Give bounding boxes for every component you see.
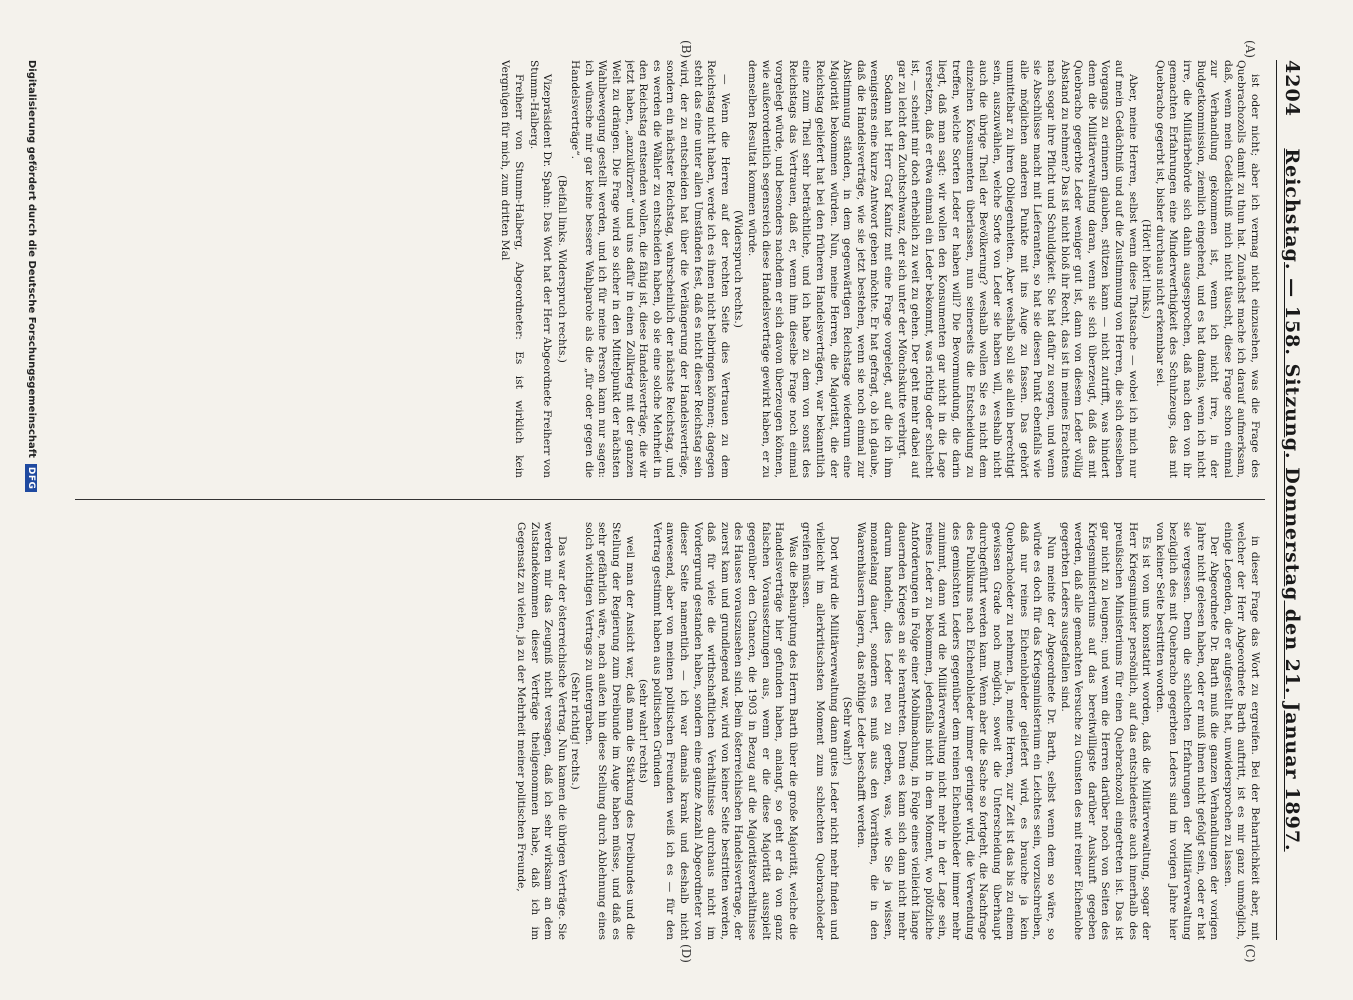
paragraph: Das war der österreichische Vertrag. Nun kamen die übrigen Verträge. Sie werden mir das Zeugniß nicht versagen, daß ich sehr wirksam an dem Zustandekommen dieser Verträge theilgenommen habe, daß ich im Gegensatz zu vielen, ja zu der Mehrheit meiner politischen Freunde, xyxy=(514,522,568,940)
interjection: (Sehr richtig! rechts.) xyxy=(569,672,582,790)
interjection: (Sehr wahr!) xyxy=(841,696,854,766)
interjection: (Beifall links. Widerspruch rechts.) xyxy=(555,175,568,363)
margin-letter-d: (D) xyxy=(679,944,693,963)
margin-letter-c: (C) xyxy=(1243,944,1257,963)
digitization-credit xyxy=(25,60,37,940)
interjection: (Hört! hört! links.) xyxy=(1140,219,1153,319)
left-text-column xyxy=(81,60,1261,478)
right-text-column xyxy=(81,522,1261,940)
page-header xyxy=(1276,60,1305,940)
speaker-paragraph: Freiherr von Stumm-Halberg, Abgeordneter: Es ist wirklich kein Vergnügen für mich, zum dritten Mal xyxy=(499,60,525,478)
page-title: Reichstag. — 158. Sitzung. Donnerstag den 21. Januar 1897. xyxy=(1281,148,1303,852)
interjection: (sehr wahr! rechts) xyxy=(637,679,650,783)
paragraph: — Wenn die Herren auf der rechten Seite dies Vertrauen zu dem Reichstag nicht haben, werde ich es ihnen nicht beibringen können; dagegen steht das eine unter allen Umständen fest, daß es nicht dieser Reichstag sein wird, der zu entscheiden hat über die Verlängerung der Handelsverträge, sondern ein nächster Reichstag, wahrscheinlich der nächste Reichstag, und es werden die Wähler zu entscheiden haben, ob sie eine solche Mehrheit in den Reichstag entsenden wollen, die fähig ist, diese Handelsverträge, die wir jetzt haben, „anzukürzen“ und uns dafür in einen Zollkrieg mit der ganzen Welt zu drängen. Die Frage wird so sicher in den Mittelpunkt der nächsten Wahlbewegung gestellt werden, und ich für meine Person kann nur sagen: ich wünsche mir gar keine bessere Wahlparole als die „für oder gegen die Handelsverträge“. xyxy=(569,60,731,478)
speaker-announcement: Vizepräsident Dr. Spahn: Das Wort hat der Herr Abgeordnete Freiherr von Stumm-Halberg. xyxy=(527,60,554,478)
paragraph: Dort wird die Militärverwaltung dann gutes Leder nicht mehr finden und vielleicht im allerkritischsten Moment zum schlechten Quebracholeder greifen müssen. xyxy=(800,522,840,940)
page-number: 4204 xyxy=(1281,60,1303,117)
credit-text: Digitalisierung gefördert durch die Deutsche Forschungsgemeinschaft xyxy=(26,60,37,458)
paragraph: weil man der Ansicht war, daß man die Stärkung des Dreibundes und die Stellung der Regierung zum Dreibunde im Auge haben müsse, und daß es sehr gefährlich wäre, nach außen hin diese Stellung durch Ablehnung eines solch wichtigen Vertrags zu untergraben. xyxy=(582,522,636,940)
paragraph: Es ist von uns konstatirt worden, daß die Militärverwaltung, sogar der Herr Kriegsminister persönlich, auf das entschiedenste auch innerhalb des preußischen Ministeriums für einen Quebrachozoll eingetreten ist. Das ist gar nicht zu leugnen; und wenn die Herren darüber noch von Seiten des Kriegsministeriums auf das bereitwilligste darüber Auskunft gegeben werden, daß alle gemachten Versuche zu Gunsten des mit reiner Eichenlohe gegerbten Leders ausgefallen sind. xyxy=(1058,522,1153,940)
dfg-logo: DFG xyxy=(25,464,37,493)
column-divider xyxy=(75,499,1265,500)
margin-letter-a: (A) xyxy=(1243,40,1257,59)
paragraph: Der Abgeordnete Dr. Barth muß die ganzen Verhandlungen der vorigen Jahre nicht gelesen haben, oder er muß ihnen nicht gefolgt sein, oder er hat sie vergessen. Denn die schlechten Erfahrungen der Militärverwaltung bezüglich des mit Quebracho gegerbten Leders sind im vorigen Jahre hier von keiner Seite bestritten worden. xyxy=(1153,522,1221,940)
interjection: (Widerspruch rechts.) xyxy=(732,210,745,328)
margin-letter-b: (B) xyxy=(679,40,693,59)
paragraph: in dieser Frage das Wort zu ergreifen. Bei der Beharrlichkeit aber, mit welcher der Herr Abgeordnete Barth auftritt, ist es mir ganz unmöglich, einige Legenden, die er aufgestellt hat, unwidersprochen zu lassen. xyxy=(1221,522,1261,940)
paragraph: Was die Behauptung des Herrn Barth über die große Majorität, welche die Handelsverträge hier gefunden haben, anlangt, so geht er da von ganz falschen Voraussetzungen aus, wenn er die diese Majorität ausspielt gegenüber den Chancen, die 1903 in Bezug auf die Majoritätsverhältnisse des Hauses vorauszusehen sind. Beim österreichischen Handelsvertrage, der zuerst kam und grundlegend war, wird von keiner Seite bestritten werden, daß für viele die wirthschaftlichen Verhältnisse durchaus nicht im Vordergrund gestanden haben, sondern eine ganze Anzahl Abgeordneter von dieser Seite namentlich — ich war damals krank und deshalb nicht anwesend, aber von meinen politischen Freunden weiß ich es — für den Vertrag gestimmt haben aus politischen Gründen xyxy=(650,522,799,940)
paragraph: ist oder nicht; aber ich vermag nicht einzusehen, was die Frage des Quebrachozolls damit zu thun hat. Zunächst mache ich darauf aufmerksam, daß, wenn mein Gedächtniß mich nicht täuscht, diese Frage schon einmal zur Verhandlung gekommen ist, wenn ich nicht irre, in der Budgetkommission, ziemlich eingehend, und es hat damals, wenn ich nicht irre, die Militärbehörde sich dahin ausgesprochen, daß nach den von ihr gemachten Erfahrungen eine Minderwerthigkeit des Schuhzeugs, das mit Quebracho gegerbt ist, bisher durchaus nicht erkennbar sei. xyxy=(1153,60,1261,478)
paragraph: Aber, meine Herren, selbst wenn diese Thatsache — wobei ich mich nur auf mein Gedächtniß und auf die Zustimmung von Herren, die sich desselben Vorgangs zu erinnern glauben, stützen kann — nicht zutrifft, was hindert denn die Militärverwaltung daran, wenn sie sich überzeugt, daß das mit Quebracho gegerbte Leder weniger gut ist, dann von diesem Leder völlig Abstand zu nehmen? Das ist nicht bloß ihr Recht, das ist in meines Erachtens nach sogar ihre Pflicht und Schuldigkeit. Sie hat dafür zu sorgen, und wenn sie Abschlüsse macht mit Lieferanten, so hat sie diesen Punkt ebenfalls wie alle möglichen anderen Punkte mit ins Auge zu fassen. Das gehört unmittelbar zu ihren Obliegenheiten. Aber weshalb soll sie allein berechtigt sein, auszuwählen, welche Sorte von Leder sie haben will, weshalb nicht auch die übrige Theil der Bevölkerung? weshalb wollen Sie es nicht dem einzelnen Konsumenten überlassen, nun seinerseits die Entscheidung zu treffen, welche Sorten Leder er haben will? Die Bevormundung, die darin liegt, daß man sagt: wir wollen den Konsumenten gar nicht in die Lage versetzen, daß er etwa einmal ein Leder bekommt, was richtig oder schlecht ist, — scheint mir doch erheblich zu weit zu gehen. Der geht mehr dabei auf gar zu leicht den Zuchtschwanz, der sich unter der Mönchskutte verbirgt. xyxy=(895,60,1139,478)
paragraph: Sodann hat Herr Graf Kanitz mit eine Frage vorgelegt, auf die ich ihm wenigstens eine kurze Antwort geben möchte. Er hat gefragt, ob ich glaube, daß die Handelsverträge, wie sie jetzt bestehen, wenn sie noch einmal zur Abstimmung ständen, in dem gegenwärtigen Reichstage wiederum eine Majorität bekommen würden. Nun, meine Herren, die Majorität, die der Reichstag geliefert hat bei den früheren Handelsverträgen, war bekanntlich eine zum Theil sehr beträchtliche, und ich habe zu dem von sonst des Reichstags das Vertrauen, daß er, wenn ihm dieselbe Frage noch einmal vorgelegt würde, und besonders nachdem er sich davon überzeugen können, wie außerordentlich segensreich diese Handelsverträge gewirkt haben, er zu demselben Resultat kommen würde. xyxy=(746,60,894,478)
paragraph: Nun meinte der Abgeordnete Dr. Barth, selbst wenn dem so wäre, so würde es doch für das Kriegsministerium ein Leichtes sein, vorzuschreiben, daß nur reines Eichenlohleder geliefert wird, es brauche ja kein Quebracholeder zu nehmen. Ja, meine Herren, zur Zeit ist das bis zu einem gewissen Grade noch möglich, soweit die Unterscheidung überhaupt durchgeführt werden kann. Wenn aber die Sache so fortgeht, die Nachfrage des Publikums nach Eichenlohleder immer geringer wird, die Verwendung des gemischten Leders gegenüber dem reinen Eichenlohleder immer mehr zunimmt, dann wird die Militärverwaltung nicht mehr in der Lage sein, reines Leder zu bekommen, jedenfalls nicht in dem Moment, wo plötzliche Anforderungen in Folge einer Mobilmachung, in Folge eines vielleicht lange dauernden Krieges an sie herantreten. Denn es kann sich dann nicht mehr darum handeln, dies Leder neu zu gerben, was, wie Sie ja wissen, monatelang dauert, sondern es muß aus den Vorräthen, die in den Waarenhäusern lagern, das nöthige Leder beschafft werden. xyxy=(854,522,1058,940)
